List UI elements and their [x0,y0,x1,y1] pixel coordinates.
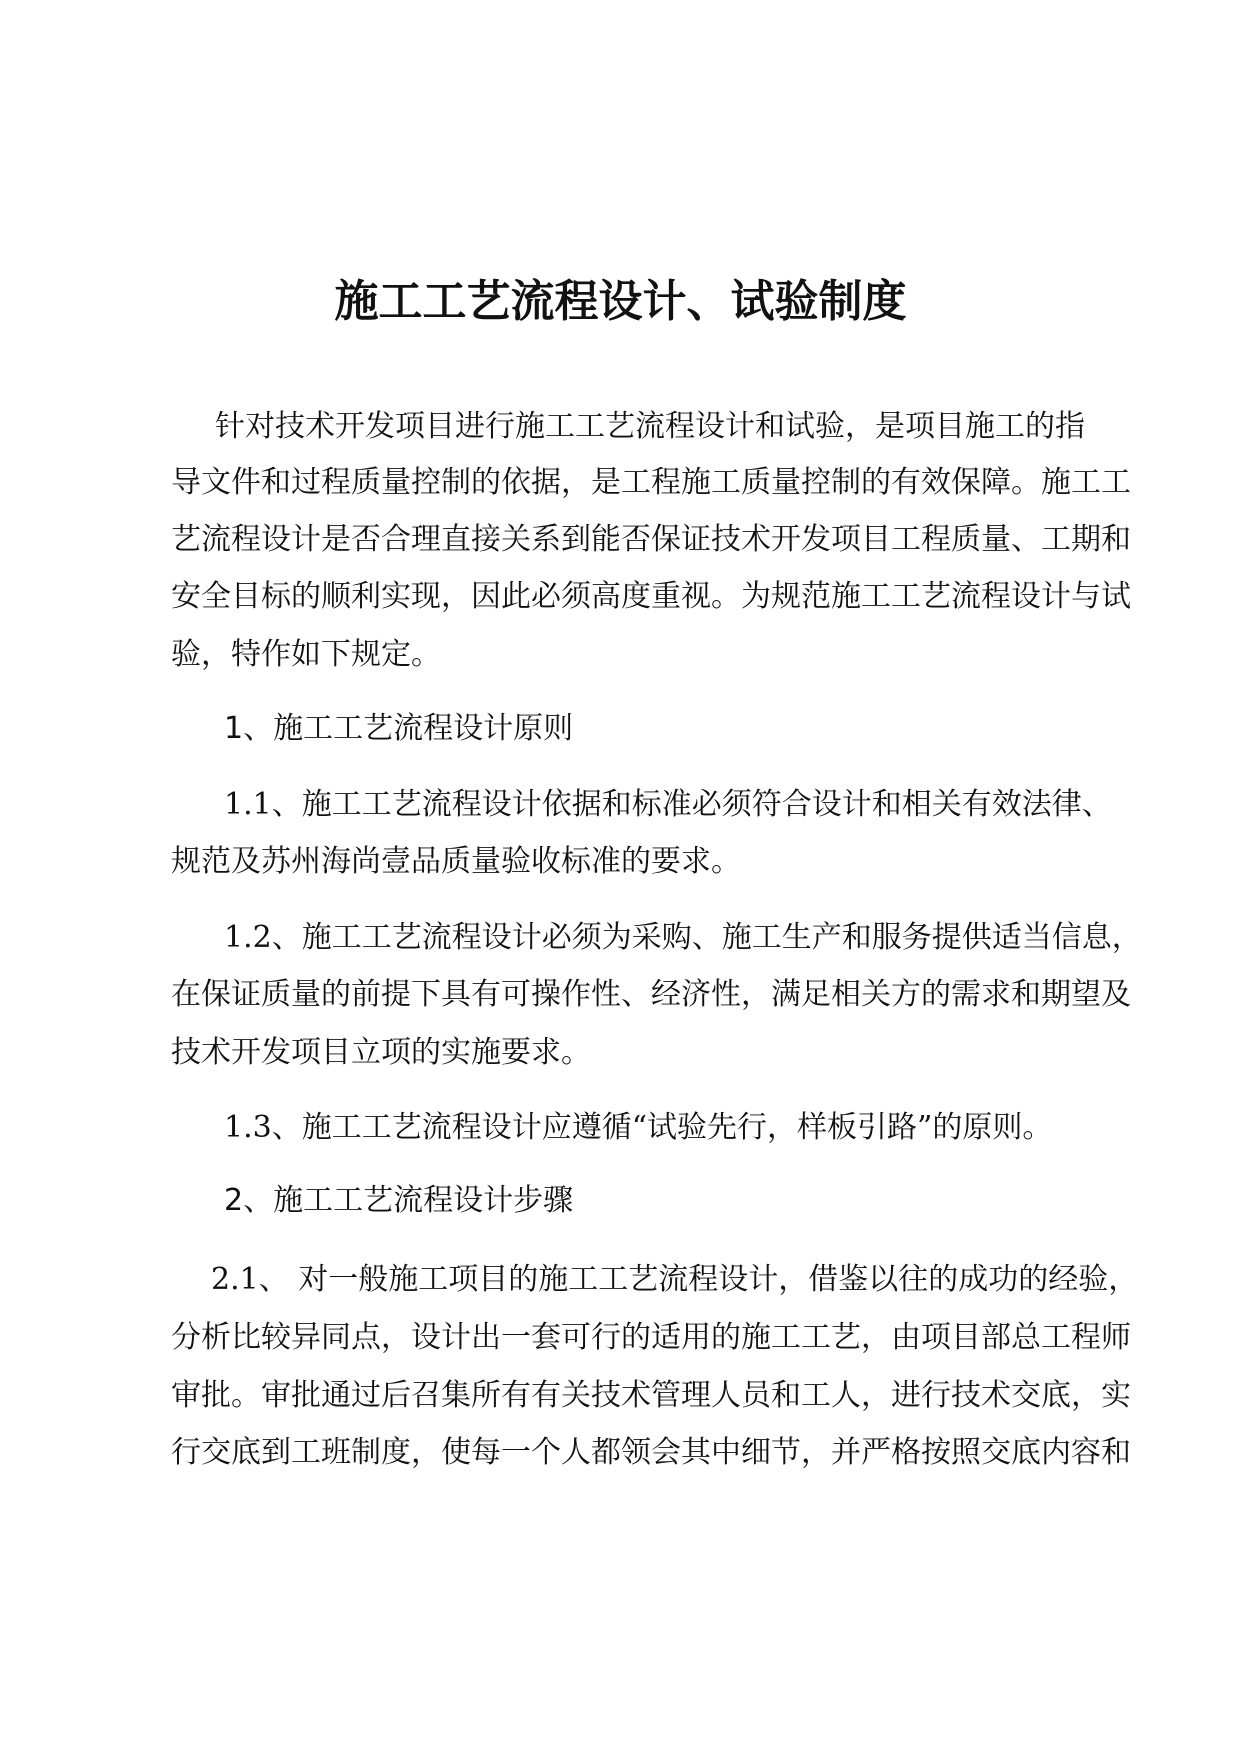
section-1-1-line-2: 规范及苏州海尚壹品质量验收标准的要求。 [171,844,741,879]
intro-line-4: 安全目标的顺利实现，因此必须高度重视。为规范施工工艺流程设计与试 [171,579,1131,614]
document-title: 施工工艺流程设计、试验制度 [334,276,907,327]
section-1-heading: 1、施工工艺流程设计原则 [224,711,574,746]
section-2-1-line-3: 审批。审批通过后召集所有有关技术管理人员和工人，进行技术交底，实 [171,1378,1131,1413]
section-1-3-line: 1.3、施工工艺流程设计应遵循“试验先行，样板引路”的原则。 [224,1110,1053,1145]
section-1-1-line-1: 1.1、施工工艺流程设计依据和标准必须符合设计和相关有效法律、 [224,787,1112,822]
section-2-heading: 2、施工工艺流程设计步骤 [224,1183,574,1218]
section-2-1-line-1: 2.1、 对一般施工项目的施工工艺流程设计，借鉴以往的成功的经验， [211,1262,1139,1297]
section-1-2-line-3: 技术开发项目立项的实施要求。 [171,1035,591,1070]
intro-line-5: 验，特作如下规定。 [171,637,441,672]
intro-line-1: 针对技术开发项目进行施工工艺流程设计和试验，是项目施工的指 [215,409,1085,444]
intro-line-3: 艺流程设计是否合理直接关系到能否保证技术开发项目工程质量、工期和 [171,522,1131,557]
section-1-2-line-1: 1.2、施工工艺流程设计必须为采购、施工生产和服务提供适当信息， [224,920,1142,955]
section-2-1-line-2: 分析比较异同点，设计出一套可行的适用的施工工艺，由项目部总工程师 [171,1320,1131,1355]
intro-line-2: 导文件和过程质量控制的依据，是工程施工质量控制的有效保障。施工工 [171,465,1131,500]
section-2-1-line-4: 行交底到工班制度，使每一个人都领会其中细节，并严格按照交底内容和 [171,1435,1131,1470]
section-1-2-line-2: 在保证质量的前提下具有可操作性、经济性，满足相关方的需求和期望及 [171,977,1131,1012]
